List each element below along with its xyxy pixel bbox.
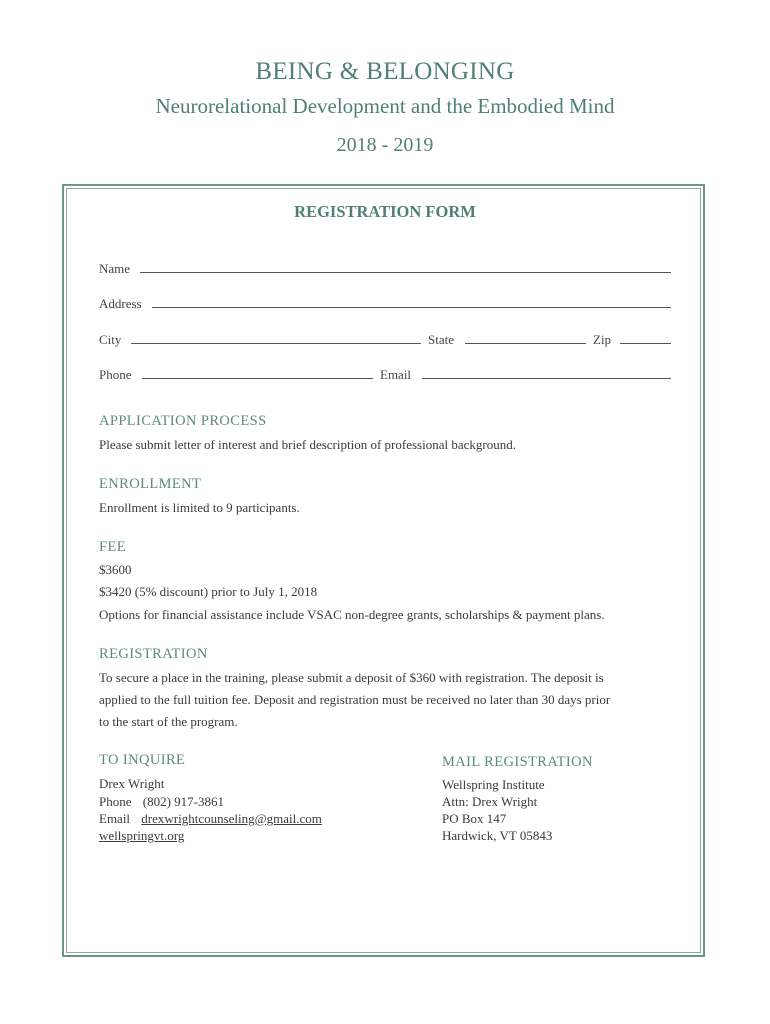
zip-label: Zip (593, 332, 612, 347)
fee-line: $3420 (5% discount) prior to July 1, 2018 (99, 584, 318, 599)
address-line[interactable] (152, 307, 671, 308)
registration-line: to the start of the program. (99, 714, 238, 729)
registration-line: applied to the full tuition fee. Deposit and registration must be received no later than 30 days prior (99, 692, 611, 707)
address-label: Address (99, 296, 142, 311)
contact-phone-row (99, 794, 224, 810)
fee-heading: FEE (99, 539, 126, 555)
mail-address-line: Attn: Drex Wright (442, 794, 538, 809)
application-text: Please submit letter of interest and brief description of professional background. (99, 437, 516, 452)
fee-line: $3600 (99, 562, 132, 577)
contact-phone: (802) 917-3861 (142, 794, 224, 809)
registration-line: To secure a place in the training, please submit a deposit of $360 with registration. The deposit is (99, 670, 604, 685)
email-line[interactable] (422, 378, 671, 379)
mail-address-line: PO Box 147 (442, 811, 507, 826)
application-heading: APPLICATION PROCESS (99, 413, 267, 429)
city-label: City (99, 332, 122, 347)
contact-email-row (99, 811, 322, 827)
mail-heading: MAIL REGISTRATION (442, 754, 593, 770)
fee-line: Options for financial assistance include VSAC non-degree grants, scholarships & payment plans. (99, 607, 605, 622)
document-title: BEING & BELONGING (255, 58, 515, 85)
enrollment-heading: ENROLLMENT (99, 476, 202, 492)
website-link[interactable]: wellspringvt.org (99, 828, 185, 843)
contact-name: Drex Wright (99, 776, 165, 791)
document-subtitle: Neurorelational Development and the Embodied Mind (155, 94, 615, 118)
state-line[interactable] (465, 343, 586, 344)
name-label: Name (99, 261, 131, 276)
city-line[interactable] (131, 343, 421, 344)
name-line[interactable] (140, 272, 671, 273)
state-label: State (428, 332, 454, 347)
email-label: Email (380, 367, 412, 382)
phone-line[interactable] (142, 378, 373, 379)
email-row-label: Email (99, 811, 131, 826)
inquire-heading: TO INQUIRE (99, 752, 186, 768)
zip-line[interactable] (620, 343, 671, 344)
registration-heading: REGISTRATION (99, 646, 208, 662)
enrollment-text: Enrollment is limited to 9 participants. (99, 500, 300, 515)
phone-row-label: Phone (99, 794, 132, 809)
program-years: 2018 - 2019 (336, 134, 434, 156)
phone-label: Phone (99, 367, 132, 382)
form-title: REGISTRATION FORM (294, 202, 476, 221)
mail-address-line: Wellspring Institute (442, 777, 545, 792)
mail-address-line: Hardwick, VT 05843 (442, 828, 553, 843)
contact-email-link[interactable]: drexwrightcounseling@gmail.com (141, 811, 322, 826)
